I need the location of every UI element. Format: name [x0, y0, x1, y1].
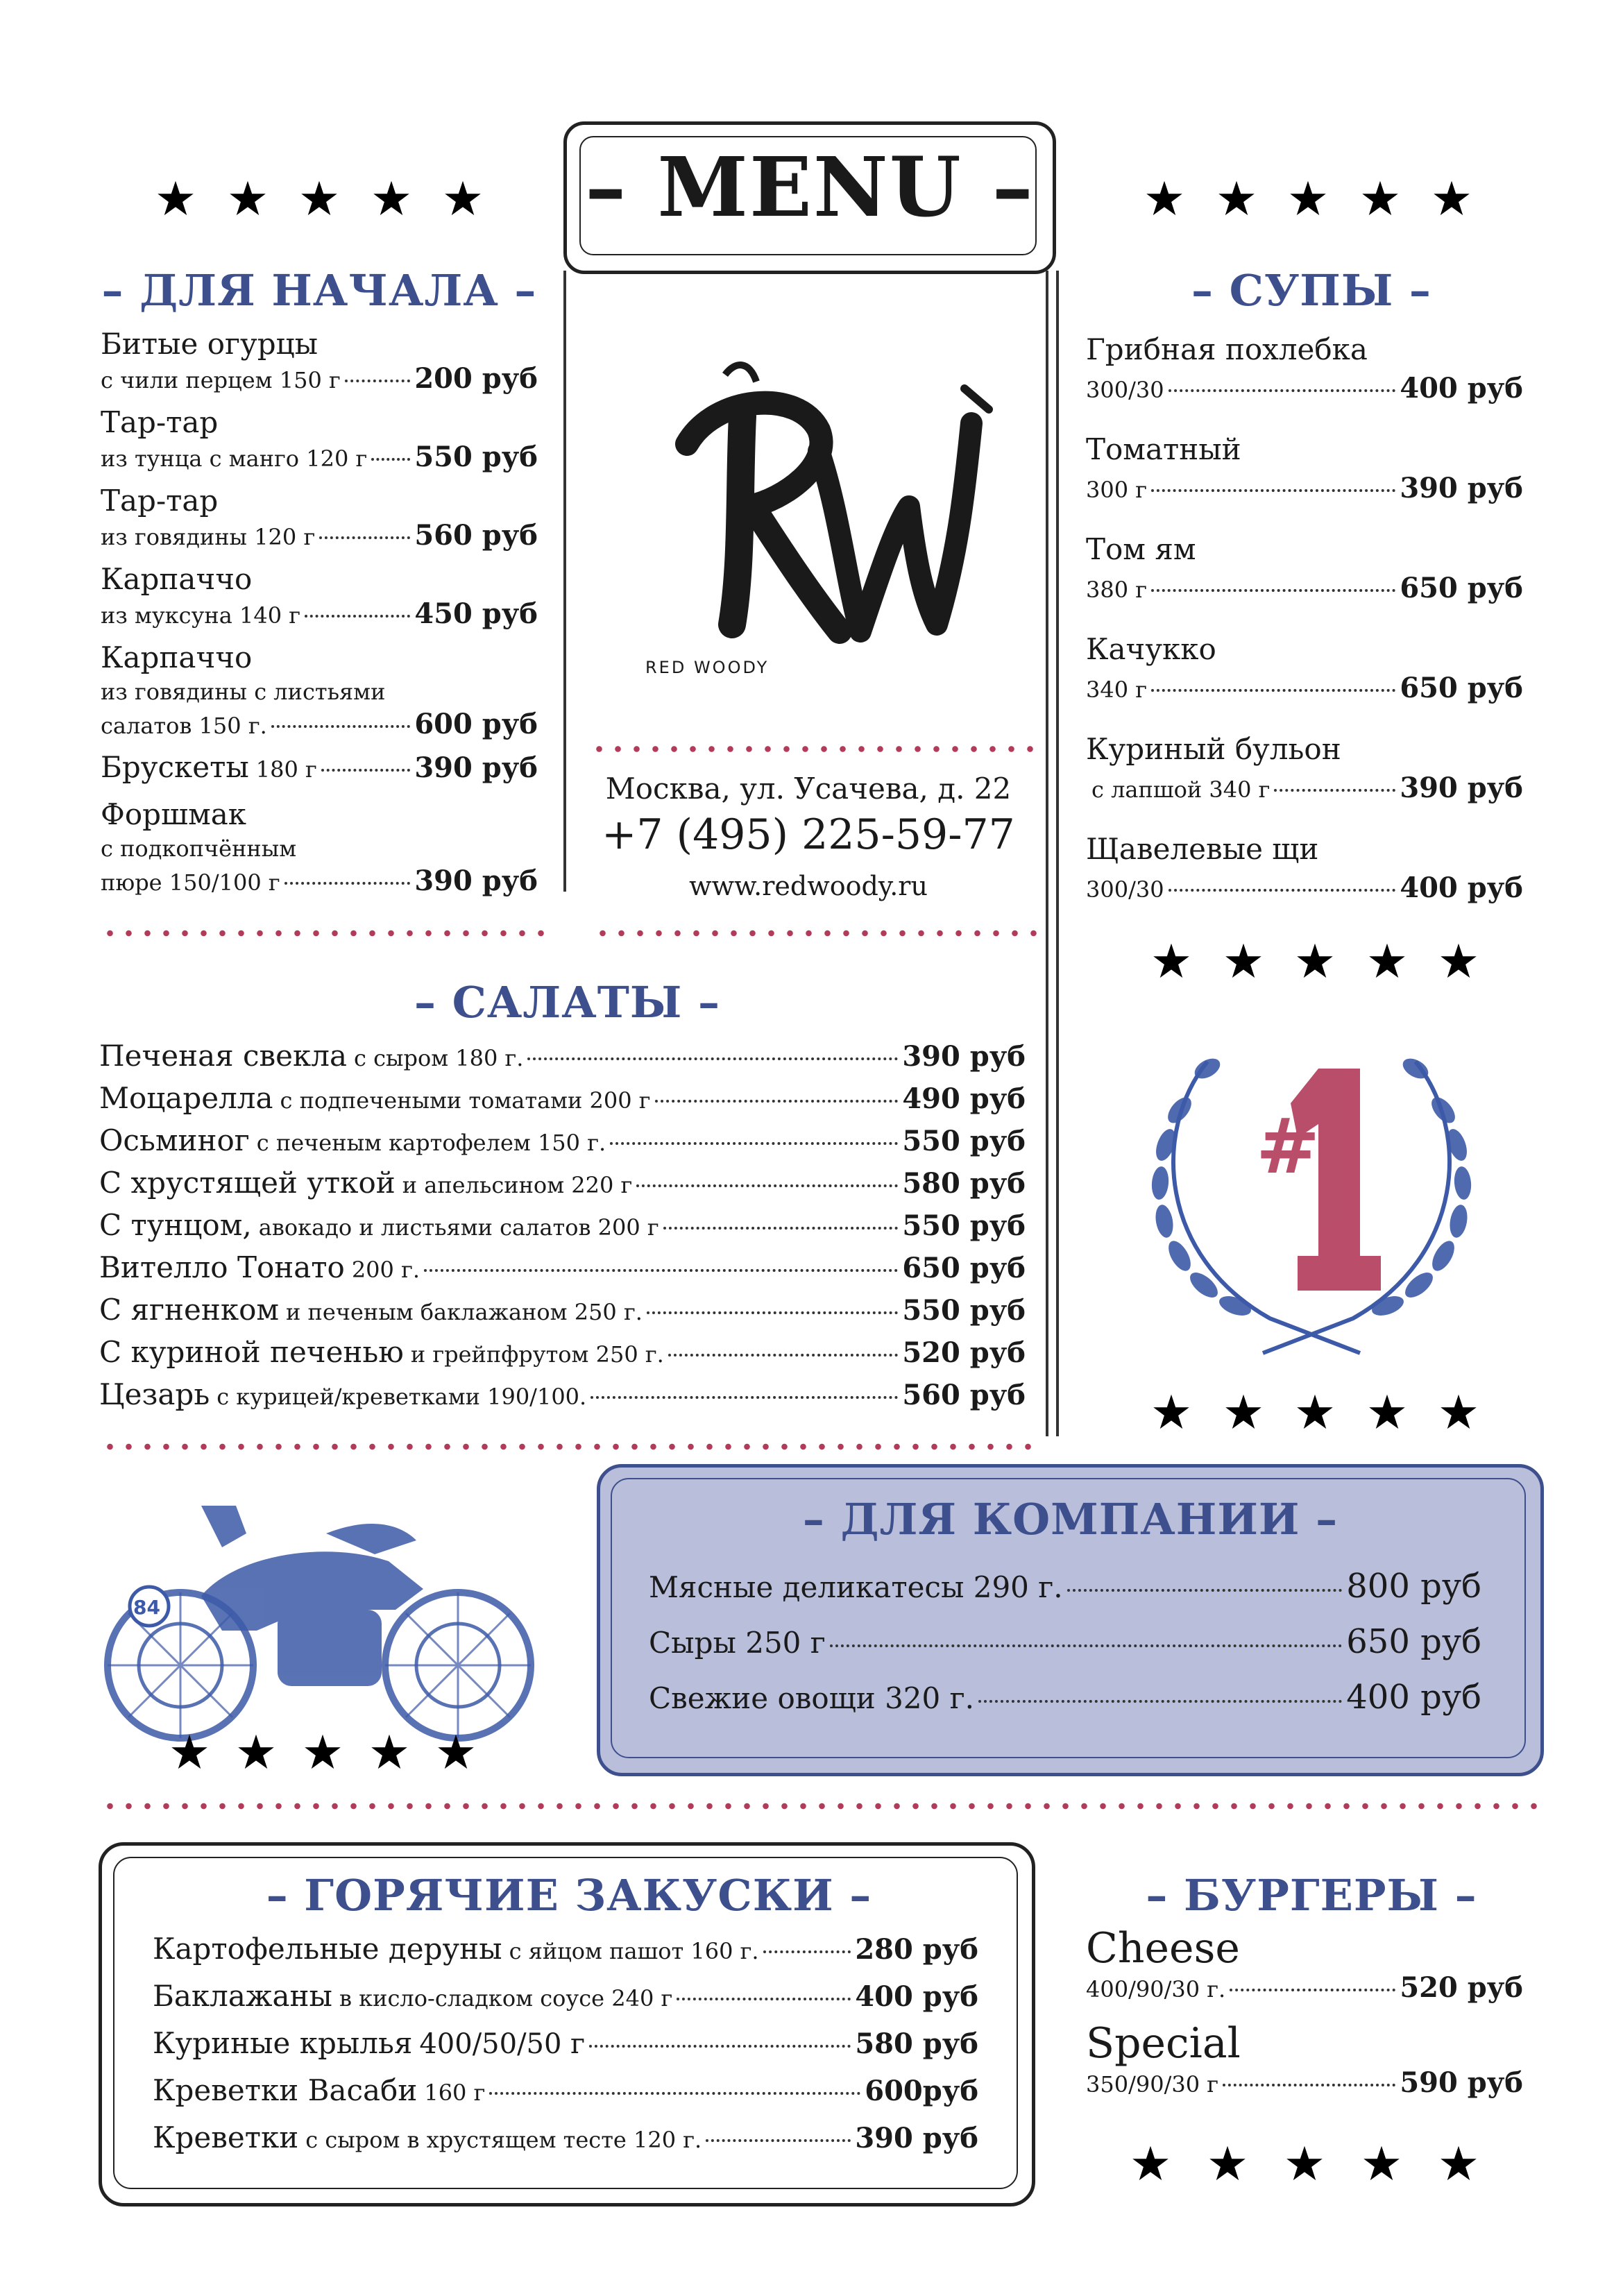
soup-item	[1086, 731, 1523, 804]
item-name: С хрустящей уткой	[99, 1166, 396, 1200]
starter-item	[101, 483, 538, 552]
item-name: С тунцом,	[99, 1208, 252, 1242]
starter-item	[101, 640, 538, 740]
hot-item	[153, 2026, 978, 2060]
soups-stars	[1152, 942, 1478, 980]
company-item	[649, 1622, 1481, 1661]
item-name: Куриные крылья	[153, 2026, 413, 2060]
motorcycle-stars	[170, 1733, 475, 1771]
item-desc: 300 г	[1086, 477, 1148, 503]
star-icon	[443, 179, 482, 218]
dots-under-salads	[101, 1443, 1037, 1450]
item-price: 600руб	[865, 2075, 978, 2107]
item-price: 390 руб	[1400, 472, 1523, 504]
item-desc: салатов 150 г.	[101, 713, 267, 739]
item-price: 390 руб	[902, 1040, 1026, 1073]
burger-stars	[1131, 2144, 1478, 2183]
star-icon	[300, 179, 339, 218]
brand-phone: +7 (495) 225-59-77	[602, 810, 1015, 859]
star-icon	[1295, 1393, 1334, 1431]
header-stars-left	[156, 179, 482, 218]
item-price: 520 руб	[1400, 1971, 1523, 2004]
motorcycle-illustration	[97, 1492, 541, 1755]
item-desc: 300/30	[1086, 377, 1164, 403]
star-icon	[1224, 1393, 1263, 1431]
item-name: Качукко	[1086, 632, 1216, 666]
item-desc: и апельсином 220 г	[402, 1172, 633, 1198]
star-icon	[1368, 942, 1407, 980]
item-price: 580 руб	[855, 2027, 978, 2060]
salad-item	[99, 1293, 1026, 1327]
item-price: 600 руб	[414, 708, 538, 740]
item-name: Куриный бульон	[1086, 732, 1341, 766]
salads-title: – САЛАТЫ –	[414, 977, 720, 1028]
item-desc: 300/30	[1086, 876, 1164, 903]
dots-under-starters	[101, 930, 545, 937]
item-price: 520 руб	[902, 1336, 1026, 1369]
item-desc-line1: из говядины с листьями	[101, 679, 386, 705]
brand-address: Москва, ул. Усачева, д. 22	[605, 772, 1012, 806]
divider-right	[1046, 271, 1048, 1436]
star-icon	[237, 1733, 275, 1771]
item-desc: с сыром в хрустящем тесте 120 г.	[305, 2127, 702, 2153]
item-price: 400 руб	[1400, 372, 1523, 405]
item-desc: 350/90/30 г	[1086, 2071, 1219, 2098]
header-stars-right	[1145, 179, 1471, 218]
company-title: – ДЛЯ КОМПАНИИ –	[802, 1494, 1339, 1545]
brand-name: RED WOODY	[645, 658, 770, 677]
item-price: 650 руб	[1346, 1622, 1481, 1661]
item-price: 490 руб	[902, 1082, 1026, 1115]
laurel-number-one-icon	[1131, 1027, 1492, 1360]
star-icon	[1432, 179, 1471, 218]
item-desc-line1: с подкопчённым	[101, 835, 297, 862]
item-price: 390 руб	[855, 2122, 978, 2154]
laurel-stars	[1152, 1393, 1478, 1431]
item-name: С куриной печенью	[99, 1335, 404, 1369]
salad-item	[99, 1335, 1026, 1369]
soup-item	[1086, 332, 1523, 405]
hot-item	[153, 2073, 978, 2107]
item-desc: из говядины 120 г	[101, 524, 316, 550]
svg-text:#: #	[1256, 1101, 1320, 1191]
item-name: Грибная похлебка	[1086, 332, 1368, 366]
item-name: Томатный	[1086, 432, 1241, 466]
item-price: 390 руб	[414, 751, 538, 784]
item-name: Брускеты	[101, 750, 249, 784]
star-icon	[1131, 2144, 1170, 2183]
item-desc: из муксуна 140 г	[101, 602, 301, 629]
item-name: Special	[1086, 2019, 1241, 2068]
divider-left	[563, 271, 566, 892]
star-icon	[436, 1733, 475, 1771]
item-name: Печеная свекла	[99, 1039, 347, 1073]
star-icon	[1368, 1393, 1407, 1431]
item-desc: с печеным картофелем 150 г.	[256, 1130, 606, 1156]
item-desc: пюре 150/100 г	[101, 869, 280, 896]
svg-text:84: 84	[133, 1596, 160, 1619]
item-name: Креветки Васаби	[153, 2073, 418, 2107]
item-price: 590 руб	[1400, 2066, 1523, 2099]
item-name: Cheese	[1086, 1924, 1240, 1973]
burger-item	[1086, 1925, 1523, 2004]
item-price: 580 руб	[902, 1167, 1026, 1200]
salad-item	[99, 1039, 1026, 1073]
soups-title: – СУПЫ –	[1191, 265, 1431, 316]
item-desc: в кисло-сладком соусе 240 г	[339, 1985, 673, 2012]
item-name: Форшмак	[101, 797, 247, 831]
item-name: Карпаччо	[101, 562, 253, 596]
divider-right-2	[1056, 271, 1059, 1436]
salad-item	[99, 1377, 1026, 1411]
item-desc: 380 г	[1086, 577, 1148, 603]
item-name: Битые огурцы	[101, 327, 318, 361]
dots-above-hot	[101, 1803, 1537, 1810]
item-name: Сыры 250 г	[649, 1626, 826, 1660]
item-price: 650 руб	[902, 1252, 1026, 1284]
salad-item	[99, 1208, 1026, 1242]
star-icon	[1285, 2144, 1324, 2183]
item-price: 280 руб	[855, 1933, 978, 1966]
burgers-title: – БУРГЕРЫ –	[1146, 1870, 1477, 1921]
starter-item	[101, 797, 538, 897]
brand-divider	[590, 746, 1034, 752]
star-icon	[1152, 942, 1191, 980]
item-desc: 400/90/30 г.	[1086, 1976, 1226, 2002]
item-price: 650 руб	[1400, 572, 1523, 604]
star-icon	[1439, 2144, 1478, 2183]
item-desc: с подпечеными томатами 200 г	[280, 1087, 651, 1114]
star-icon	[1289, 179, 1327, 218]
soup-item	[1086, 631, 1523, 704]
item-name: Баклажаны	[153, 1979, 332, 2013]
brand-website: www.redwoody.ru	[689, 871, 928, 901]
item-desc: с курицей/креветками 190/100.	[216, 1384, 587, 1410]
item-price: 560 руб	[902, 1379, 1026, 1411]
item-price: 390 руб	[1400, 772, 1523, 804]
item-name: Вителло Тонато	[99, 1250, 345, 1284]
star-icon	[370, 1733, 409, 1771]
starter-item	[101, 405, 538, 473]
star-icon	[1295, 942, 1334, 980]
item-desc: из тунца с манго 120 г	[101, 445, 368, 472]
item-name: Цезарь	[99, 1377, 210, 1411]
starter-item	[101, 561, 538, 630]
item-desc: и грейпфрутом 250 г.	[410, 1341, 664, 1368]
item-name: Тар-тар	[101, 484, 219, 518]
item-name: Щавелевые щи	[1086, 832, 1319, 866]
item-price: 450 руб	[414, 597, 538, 630]
item-desc: авокадо и листьями салатов 200 г	[258, 1214, 659, 1241]
item-price: 400 руб	[1346, 1678, 1481, 1717]
item-price: 400 руб	[1400, 871, 1523, 904]
item-desc: с чили перцем 150 г	[101, 367, 341, 393]
item-name: Мясные деликатесы 290 г.	[649, 1570, 1063, 1604]
item-price: 200 руб	[414, 362, 538, 395]
soup-item	[1086, 432, 1523, 504]
starter-item	[101, 326, 538, 395]
item-desc: 200 г.	[351, 1257, 420, 1283]
item-price: 800 руб	[1346, 1567, 1481, 1606]
company-item	[649, 1567, 1481, 1606]
item-price: 550 руб	[902, 1125, 1026, 1157]
star-icon	[1152, 1393, 1191, 1431]
item-price: 550 руб	[902, 1294, 1026, 1327]
salad-item	[99, 1081, 1026, 1115]
item-price: 550 руб	[902, 1209, 1026, 1242]
star-icon	[170, 1733, 209, 1771]
item-desc: с сыром 180 г.	[353, 1045, 524, 1071]
rw-logo-icon	[611, 333, 999, 666]
star-icon	[1217, 179, 1256, 218]
salad-item	[99, 1123, 1026, 1157]
star-icon	[1208, 2144, 1247, 2183]
item-name: С ягненком	[99, 1293, 280, 1327]
item-name: Свежие овощи 320 г.	[649, 1681, 974, 1715]
item-name: Карпаччо	[101, 640, 253, 674]
dots-under-brand	[593, 930, 1037, 937]
menu-title: – MENU –	[585, 139, 1035, 235]
soup-item	[1086, 532, 1523, 604]
star-icon	[1439, 942, 1478, 980]
item-name: Осьминог	[99, 1123, 250, 1157]
star-icon	[1439, 1393, 1478, 1431]
item-price: 550 руб	[414, 441, 538, 473]
star-icon	[372, 179, 411, 218]
item-desc: 180 г	[255, 756, 317, 783]
star-icon	[1224, 942, 1263, 980]
star-icon	[1361, 179, 1400, 218]
item-name: Том ям	[1086, 532, 1196, 566]
hot-item	[153, 1979, 978, 2013]
starters-title: – ДЛЯ НАЧАЛА –	[101, 265, 537, 316]
salad-item	[99, 1166, 1026, 1200]
item-desc: 340 г	[1086, 677, 1148, 703]
item-price: 400 руб	[855, 1980, 978, 2013]
star-icon	[228, 179, 267, 218]
hot-item	[153, 1932, 978, 1966]
starter-item	[101, 749, 538, 785]
salad-item	[99, 1250, 1026, 1284]
hot-item	[153, 2120, 978, 2154]
item-name: Моцарелла	[99, 1081, 273, 1115]
item-name: Креветки	[153, 2120, 299, 2154]
item-price: 650 руб	[1400, 672, 1523, 704]
item-price: 560 руб	[414, 519, 538, 552]
hot-title: – ГОРЯЧИЕ ЗАКУСКИ –	[266, 1870, 872, 1921]
item-name: Тар-тар	[101, 405, 219, 439]
item-desc: с яйцом пашот 160 г.	[509, 1938, 759, 1964]
star-icon	[1362, 2144, 1401, 2183]
star-icon	[156, 179, 195, 218]
item-price: 390 руб	[414, 865, 538, 897]
burger-item	[1086, 2021, 1523, 2099]
star-icon	[303, 1733, 342, 1771]
item-desc: и печеным баклажаном 250 г.	[286, 1299, 643, 1325]
star-icon	[1145, 179, 1184, 218]
company-item	[649, 1678, 1481, 1717]
item-desc: с лапшой 340 г	[1091, 776, 1271, 803]
soup-item	[1086, 831, 1523, 904]
item-name: Картофельные деруны	[153, 1932, 502, 1966]
item-desc: 160 г	[424, 2080, 486, 2106]
item-desc: 400/50/50 г	[419, 2028, 586, 2060]
